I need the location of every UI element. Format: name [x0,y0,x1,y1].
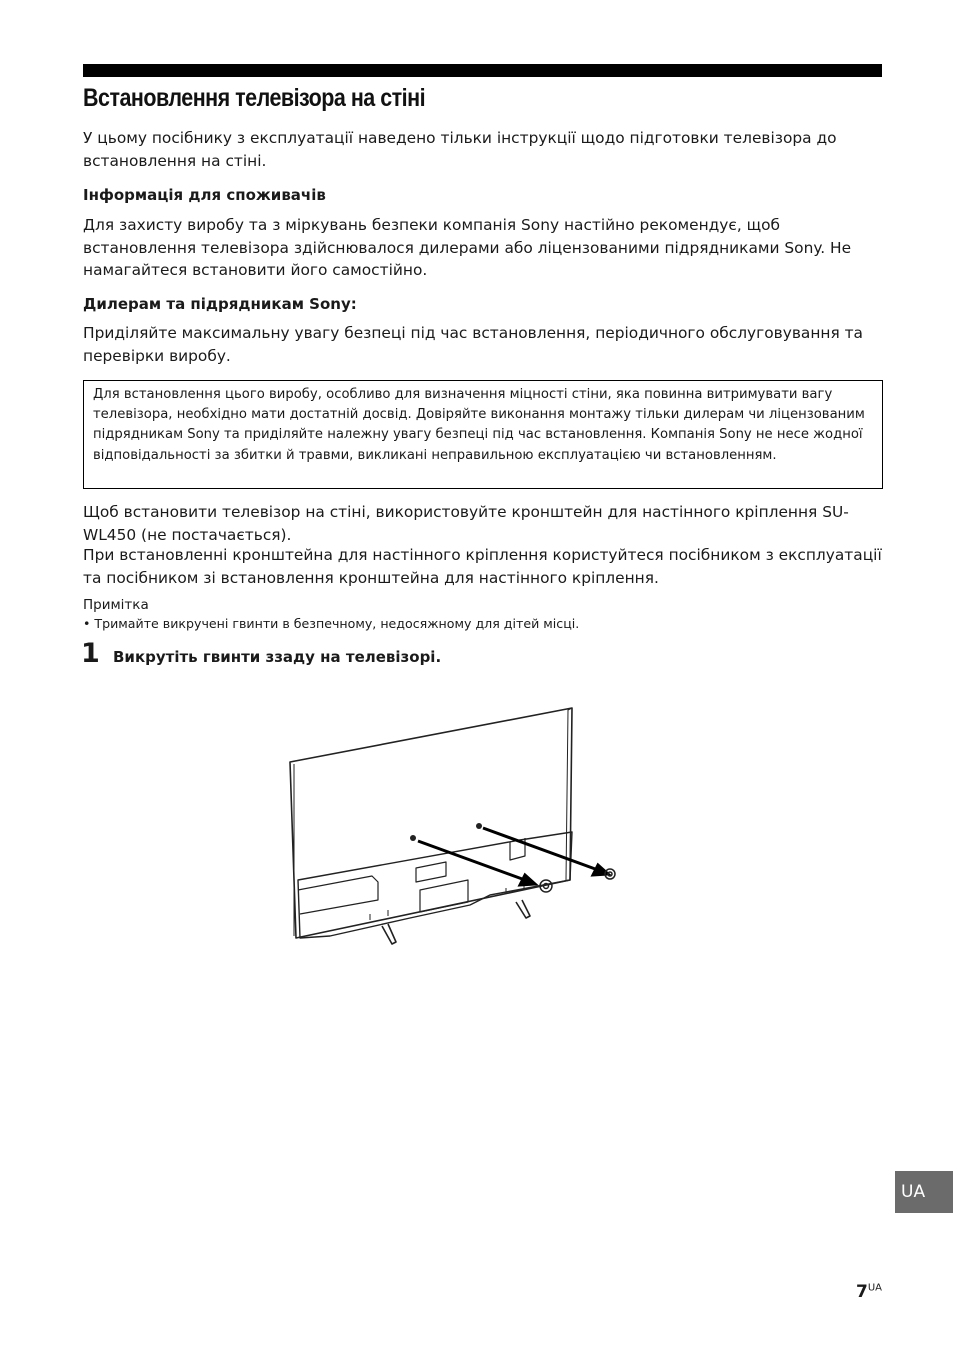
intro-paragraph: У цьому посібнику з експлуатації наведено тільки інструкції щодо підготовки телевізора до встановлення на стіні. [83,129,837,170]
note-item: • Тримайте викручені гвинти в безпечному, недосяжному для дітей місці. [83,616,580,631]
dealer-paragraph: Приділяйте максимальну увагу безпеці під час встановлення, періодичного обслуговування та перевірки виробу. [83,324,863,365]
screw-hole-left [410,835,416,841]
bracket-paragraph-2: При встановленні кронштейна для настінного кріплення користуйтеся посібником з експлуатації та посібником зі встановлення кронштейна для настінного кріплення. [83,546,882,587]
step-instruction: Викрутіть гвинти ззаду на телевізорі. [113,648,442,666]
step-number: 1 [81,638,100,669]
dealer-heading: Дилерам та підрядникам Sony: [83,295,357,313]
screw-hole-right [476,823,482,829]
page-number-suffix: UA [867,1282,882,1294]
note-heading: Примітка [83,597,149,613]
language-tab: UA [895,1171,953,1213]
page-number-value: 7 [855,1282,868,1302]
tv-body [290,708,572,938]
tv-rear-illustration [270,690,630,960]
page-title: Встановлення телевізора на стіні [83,84,426,112]
consumer-paragraph: Для захисту виробу та з міркувань безпеки компанія Sony настійно рекомендує, щоб встановлення телевізора здійснювалося дилерами або ліцензованими підрядниками Sony. Не намагайтеся встановити його самостійно. [83,216,852,279]
top-rule [83,64,882,77]
page-number [856,1282,882,1302]
notice-text: Для встановлення цього виробу, особливо для визначення міцності стіни, яка повинна витримувати вагу телевізора, необхідно мати достатній досвід. Довіряйте виконання монтажу тільки дилерам чи ліцензованим підрядникам Sony та приділяйте належну увагу безпеці під час встановлення. Компанія Sony не несе жодної відповідальності за збитки й травми, викликані неправильною експлуатацією чи встановленням. [93,387,865,463]
bracket-paragraph-1: Щоб встановити телевізор на стіні, використовуйте кронштейн для настінного кріплення SU-WL450 (не постачається). [83,503,849,544]
consumer-heading: Інформація для споживачів [83,186,326,204]
notice-box [83,380,883,489]
